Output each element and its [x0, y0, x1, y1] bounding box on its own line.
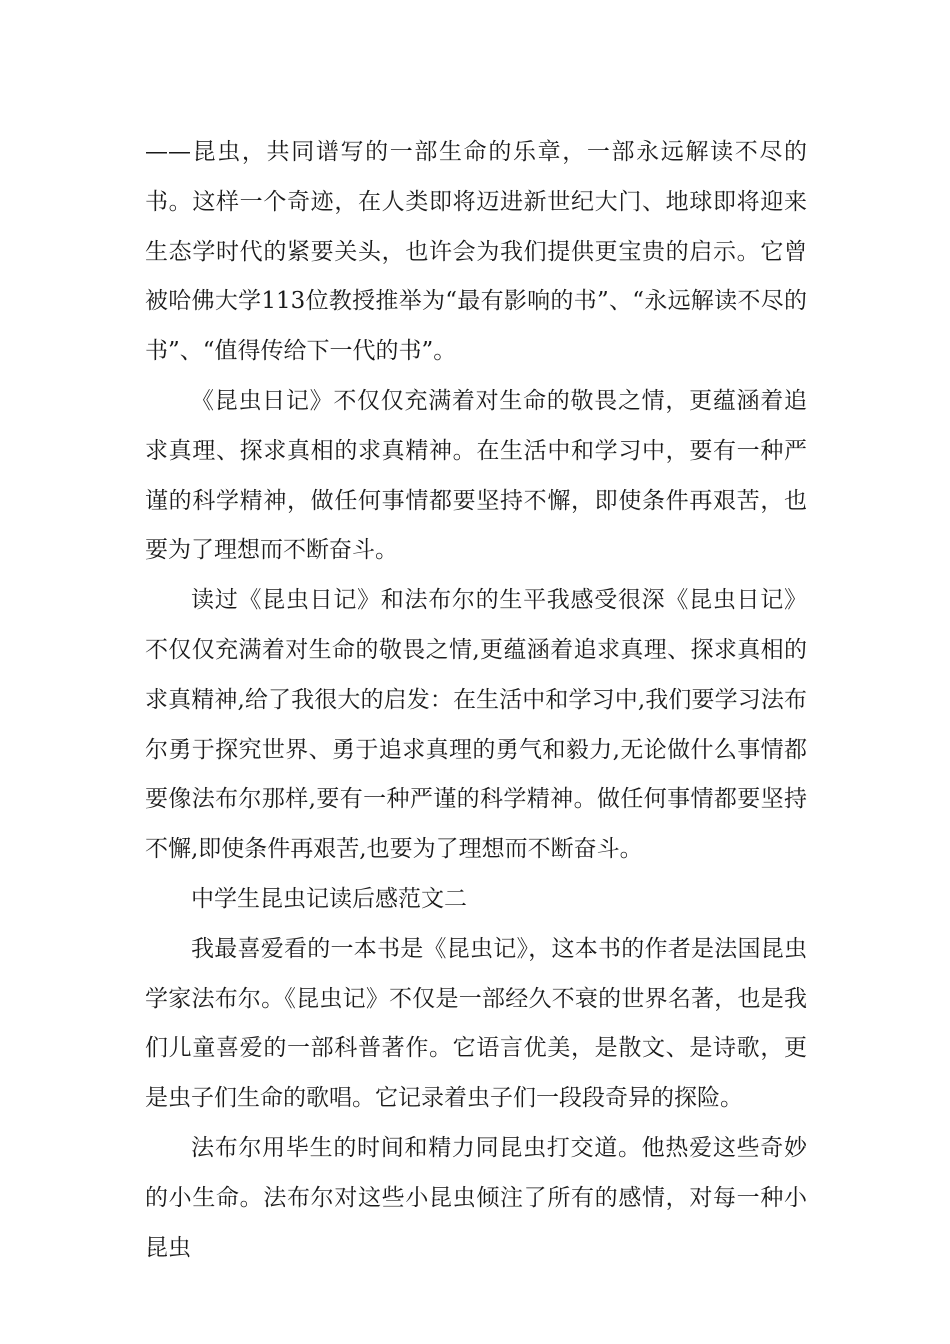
paragraph-2: 《昆虫日记》不仅仅充满着对生命的敬畏之情，更蕴涵着追求真理、探求真相的求真精神。在生活中和学习中，要有一种严谨的科学精神，做任何事情都要坚持不懈，即使条件再艰苦，也要为了理想而不断奋斗。: [145, 387, 807, 564]
paragraph-3: 读过《昆虫日记》和法布尔的生平我感受很深《昆虫日记》不仅仅充满着对生命的敬畏之情,更蕴涵着追求真理、探求真相的求真精神,给了我很大的启发：在生活中和学习中,我们要学习法布尔勇于探究世界、勇于追求真理的勇气和毅力,无论做什么事情都要像法布尔那样,要有一种严谨的科学精神。做任何事情都要坚持不懈,即使条件再艰苦,也要为了理想而不断奋斗。: [145, 587, 807, 863]
section-heading: 中学生昆虫记读后感范文二: [191, 885, 467, 912]
document-body: [145, 128, 807, 1273]
paragraph-5: 法布尔用毕生的时间和精力同昆虫打交道。他热爱这些奇妙的小生命。法布尔对这些小昆虫倾注了所有的感情，对每一种小昆虫: [145, 1134, 807, 1261]
paragraph-1: ——昆虫，共同谱写的一部生命的乐章，一部永远解读不尽的书。这样一个奇迹，在人类即将迈进新世纪大门、地球即将迎来生态学时代的紧要关头，也许会为我们提供更宝贵的启示。它曾被哈佛大学113位教授推举为“最有影响的书”、“永远解读不尽的书”、“值得传给下一代的书”。: [145, 139, 807, 365]
paragraph-4: 我最喜爱看的一本书是《昆虫记》，这本书的作者是法国昆虫学家法布尔。《昆虫记》不仅是一部经久不衰的世界名著，也是我们儿童喜爱的一部科普著作。它语言优美，是散文、是诗歌，更是虫子们生命的歌唱。它记录着虫子们一段段奇异的探险。: [145, 935, 807, 1112]
